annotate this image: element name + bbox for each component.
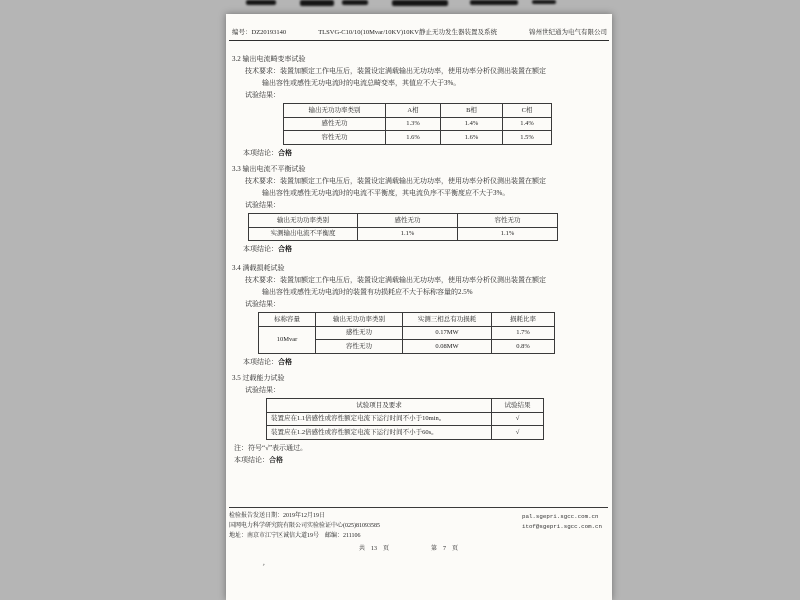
- org-line: 国网电力科学研究院有限公司实验验证中心(025)81093585: [229, 523, 380, 529]
- section-3-2: [226, 53, 612, 159]
- scan-smudge: [300, 0, 334, 6]
- pagination-line: [359, 544, 608, 554]
- table-cell: 1.5%: [503, 131, 552, 145]
- company-name: 锦州世纪通为电气有限公司: [528, 29, 607, 36]
- page-header: [229, 28, 609, 41]
- section-heading: 3.4 满载损耗试验: [232, 264, 285, 272]
- table-header-cell: 试验结果: [492, 399, 544, 413]
- checkmark-cell: √: [492, 426, 544, 440]
- section-heading: 3.2 输出电流畸变率试验: [232, 55, 306, 63]
- requirement-text-line1: 技术要求：装置加额定工作电压后，装置设定满载输出无功功率，使用功率分析仪测出装置在额定: [245, 177, 546, 185]
- send-date-line: 检验报告发送日期：2019年12月19日: [229, 513, 326, 519]
- scan-smudge: [342, 0, 368, 5]
- table-row: [267, 426, 544, 440]
- table-cell: 0.08MW: [403, 340, 492, 354]
- scan-smudge: [532, 0, 556, 4]
- requirement-text-line1: 技术要求：装置加额定工作电压后，装置设定满载输出无功功率，使用功率分析仪测出装置在额定: [245, 67, 546, 75]
- table-row: [284, 131, 552, 145]
- conclusion-line: [234, 454, 612, 466]
- table-cell: 装置应在1.1倍感性或容性额定电流下运行时间不小于10min。: [267, 412, 492, 426]
- conclusion-label: 本项结论：: [243, 245, 278, 253]
- table-cell: 1.4%: [441, 117, 503, 131]
- requirement-text-line1: 技术要求：装置加额定工作电压后，装置设定满载输出无功功率，使用功率分析仪测出装置在额定: [245, 276, 546, 284]
- page-footer: [229, 507, 608, 554]
- conclusion-line: [243, 147, 612, 159]
- requirement-text-line2: 输出容性或感性无功电流时的电流总畸变率，其值应不大于3%。: [262, 79, 461, 87]
- conclusion-value: 合格: [278, 357, 292, 366]
- result-label: 试验结果：: [245, 91, 280, 99]
- table-cell: 感性无功: [284, 117, 386, 131]
- table-header-cell: 容性无功: [458, 214, 558, 228]
- current-page: 第 7 页: [431, 546, 459, 552]
- table-cell: 1.3%: [386, 117, 441, 131]
- conclusion-line: [243, 356, 612, 368]
- conclusion-line: [243, 243, 612, 255]
- table-header-cell: 标称容量: [259, 313, 316, 327]
- table-row: [267, 412, 544, 426]
- table-header-row: [259, 313, 555, 327]
- table-header-cell: C相: [503, 104, 552, 118]
- table-cell: 实测输出电流不平衡度: [249, 227, 358, 241]
- table-cell: 0.8%: [492, 340, 555, 354]
- section-3-3: [226, 163, 612, 255]
- scan-smudge: [392, 0, 448, 6]
- section-3-4: [226, 262, 612, 368]
- table-header-cell: A相: [386, 104, 441, 118]
- table-header-cell: 感性无功: [358, 214, 458, 228]
- unbalance-results-table: [248, 213, 558, 241]
- table-header-cell: 输出无功功率类别: [316, 313, 403, 327]
- result-label: 试验结果：: [245, 201, 280, 209]
- table-cell: 容性无功: [284, 131, 386, 145]
- table-row: [249, 227, 558, 241]
- table-cell: 1.1%: [458, 227, 558, 241]
- table-cell: 1.6%: [441, 131, 503, 145]
- website: pal.sgepri.sgcc.com.cn: [521, 513, 599, 520]
- table-header-cell: B相: [441, 104, 503, 118]
- pen-mark: ’: [260, 561, 266, 572]
- table-cell: 1.4%: [503, 117, 552, 131]
- table-cell: 感性无功: [316, 326, 403, 340]
- checkmark-cell: √: [492, 412, 544, 426]
- table-header-row: [284, 104, 552, 118]
- doc-number: 编号：DZ20193140: [232, 29, 287, 36]
- scan-smudge: [470, 0, 518, 5]
- scan-smudge: [246, 0, 276, 5]
- result-label: 试验结果：: [245, 386, 280, 394]
- conclusion-label: 本项结论：: [234, 455, 269, 464]
- table-header-row: [249, 214, 558, 228]
- table-header-row: [267, 399, 544, 413]
- address-line: 地址：南京市江宁区诚信大道19号 邮编：211106: [229, 533, 361, 539]
- conclusion-label: 本项结论：: [243, 357, 278, 366]
- conclusion-value: 合格: [278, 148, 292, 157]
- loss-results-table: [258, 312, 555, 354]
- table-row: [259, 326, 555, 340]
- table-cell: 0.17MW: [403, 326, 492, 340]
- table-header-cell: 试验项目及要求: [267, 399, 492, 413]
- table-row: [284, 117, 552, 131]
- section-heading: 3.3 输出电流不平衡试验: [232, 165, 306, 173]
- requirement-text-line2: 输出容性或感性无功电流时的装置有功损耗应不大于标称容量的2.5%: [262, 288, 473, 296]
- section-heading: 3.5 过载能力试验: [232, 374, 285, 382]
- table-cell: 1.7%: [492, 326, 555, 340]
- capacity-cell: 10Mvar: [259, 326, 316, 353]
- conclusion-value: 合格: [269, 455, 283, 464]
- email: itof@sgepri.sgcc.com.cn: [521, 523, 602, 530]
- requirement-text-line2: 输出容性或感性无功电流时的电流不平衡度，其电流负序不平衡度应不大于3%。: [262, 189, 510, 197]
- table-cell: 1.6%: [386, 131, 441, 145]
- conclusion-value: 合格: [278, 245, 292, 253]
- table-cell: 容性无功: [316, 340, 403, 354]
- table-cell: 装置应在1.2倍感性或容性额定电流下运行时间不小于60s。: [267, 426, 492, 440]
- result-label: 试验结果：: [245, 300, 280, 308]
- table-header-cell: 损耗比率: [492, 313, 555, 327]
- report-title: TLSVG-C10/10(10Mvar/10KV)10KV静止无功发生器装置及系统: [318, 29, 497, 36]
- section-3-5: [226, 372, 612, 466]
- conclusion-label: 本项结论：: [243, 148, 278, 157]
- footer-contact: [522, 512, 602, 532]
- report-page-scan: [226, 14, 612, 600]
- note-text: 注：符号“√”表示通过。: [234, 443, 308, 452]
- table-header-cell: 输出无功功率类别: [249, 214, 358, 228]
- table-header-cell: 输出无功功率类别: [284, 104, 386, 118]
- distortion-results-table: [283, 103, 552, 145]
- overload-results-table: [266, 398, 544, 440]
- table-header-cell: 实测三相总有功损耗: [403, 313, 492, 327]
- total-pages: 共 13 页: [359, 546, 390, 552]
- table-cell: 1.1%: [358, 227, 458, 241]
